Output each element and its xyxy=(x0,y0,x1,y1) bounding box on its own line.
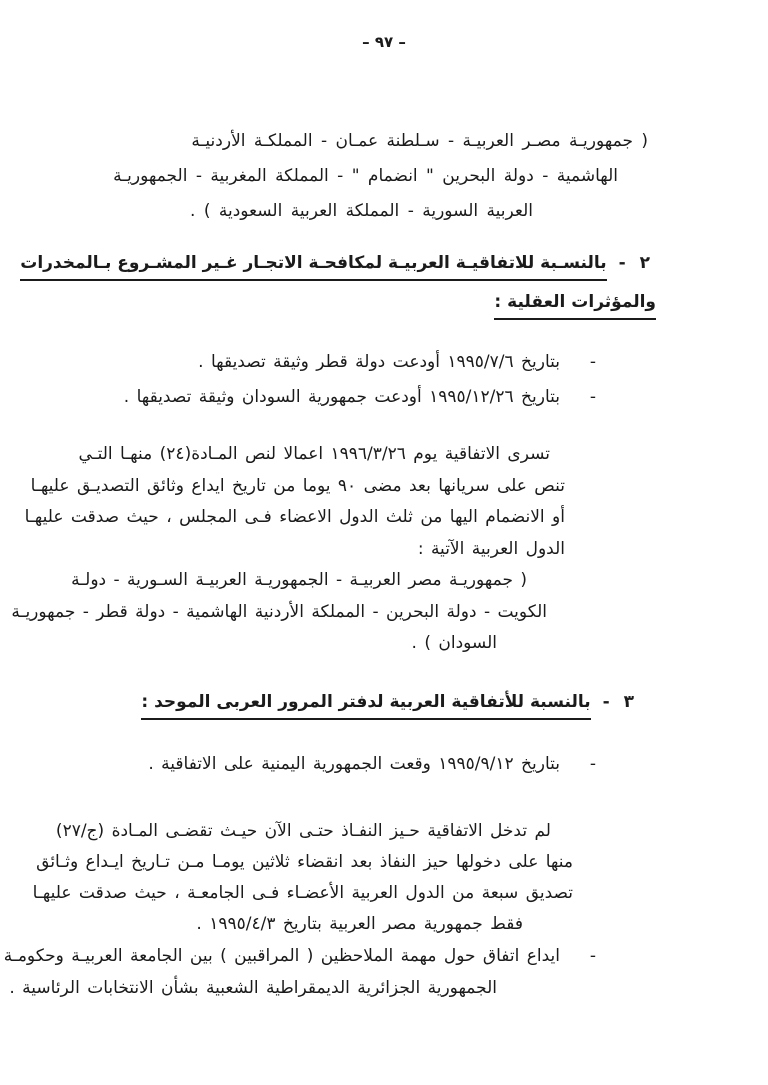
section-2-heading-line-2 xyxy=(0,290,656,320)
section-2-title-line-2: والمؤثرات العقلية : xyxy=(494,290,656,320)
intro-line-2: الهاشمية - دولة البحرين " انضمام " - المملكة المغربية - الجمهوريـة xyxy=(113,166,618,186)
country-list-line: السودان ) . xyxy=(411,633,497,653)
section-2-country-list xyxy=(0,565,547,660)
bullet-text: بتاريخ ١٩٩٥/٧/٦ أودعت دولة قطر وثيقة تصديقها . xyxy=(198,352,560,372)
section-3-bullet-1 xyxy=(0,747,596,782)
section-3-bullet-2 xyxy=(0,940,596,972)
country-list-line: الكويت - دولة البحرين - المملكة الأردنية الهاشمية - دولة قطر - جمهوريـة xyxy=(11,601,547,622)
section-3-bullet-2-line-2: الجمهورية الجزائرية الديمقراطية الشعبية بشأن الانتخابات الرئاسية . xyxy=(9,977,497,998)
bullet-item xyxy=(0,380,596,415)
country-list-line: ( جمهوريـة مصر العربيـة - الجمهوريـة العربيـة السـورية - دولـة xyxy=(71,570,527,590)
bullet-text: ايداع اتفاق حول مهمة الملاحظين ( المراقبين ) بين الجامعة العربيـة وحكومـة xyxy=(3,945,560,966)
paragraph-line: تصديق سبعة من الدول العربية الأعضـاء فـى الجامعـة ، حيث صدقت عليهـا xyxy=(32,882,573,903)
bullet-text: بتاريخ ١٩٩٥/١٢/٢٦ أودعت جمهورية السودان وثيقة تصديقها . xyxy=(123,387,560,407)
bullet-dash: - xyxy=(589,753,596,774)
section-3-paragraph xyxy=(0,816,573,940)
bullet-item xyxy=(0,345,596,380)
bullet-dash: - xyxy=(589,945,596,966)
section-2-heading xyxy=(0,251,650,281)
intro-country-list xyxy=(0,124,768,229)
bullet-dash: - xyxy=(589,387,596,407)
section-3-title: بالنسبة للأتفاقية العربية لدفتر المرور العربى الموحد : xyxy=(141,690,590,720)
paragraph-line: لم تدخل الاتفاقية حـيز النفـاذ حتـى الآن حيـث تقضـى المـادة (ج/٢٧) xyxy=(55,820,551,841)
paragraph-line: تسرى الاتفاقية يوم ١٩٩٦/٣/٢٦ اعمالا لنص المـادة(٢٤) منهـا التـي xyxy=(78,444,550,464)
section-2-number: ٢ - xyxy=(618,253,650,273)
bullet-text: بتاريخ ١٩٩٥/٩/١٢ وقعت الجمهورية اليمنية على الاتفاقية . xyxy=(148,753,560,774)
bullet-dash: - xyxy=(589,352,596,372)
paragraph-line: منها على دخولها حيز النفاذ بعد انقضاء ثلاثين يومـا مـن تـاريخ ايـداع وثـائق xyxy=(36,851,573,872)
section-2-title-line-1: بالنسـبة للاتفاقيـة العربيـة لمكافحـة الاتجـار غـير المشـروع بـالمخدرات xyxy=(20,251,606,281)
section-3-number: ٣ - xyxy=(602,691,634,712)
paragraph-line: الدول العربية الآتية : xyxy=(417,538,565,559)
intro-line-3: العربية السورية - المملكة العربية السعودية ) . xyxy=(190,201,533,221)
section-2-paragraph xyxy=(0,439,565,565)
paragraph-line: فقط جمهورية مصر العربية بتاريخ ١٩٩٥/٤/٣ . xyxy=(196,913,523,934)
paragraph-line: تنص على سريانها بعد مضى ٩٠ يوما من تاريخ ايداع وثائق التصديـق عليهـا xyxy=(30,475,565,496)
paragraph-line: أو الانضمام اليها من ثلث الدول الاعضاء فـى المجلس ، حيث صدقت عليهـا xyxy=(24,507,565,527)
section-2-bullets xyxy=(0,345,768,415)
section-3-heading xyxy=(0,690,634,720)
page-number: – ٩٧ – xyxy=(362,33,406,51)
intro-line-1: ( جمهوريـة مصـر العربيـة - سـلطنة عمـان - المملكـة الأردنيـة xyxy=(191,131,648,151)
